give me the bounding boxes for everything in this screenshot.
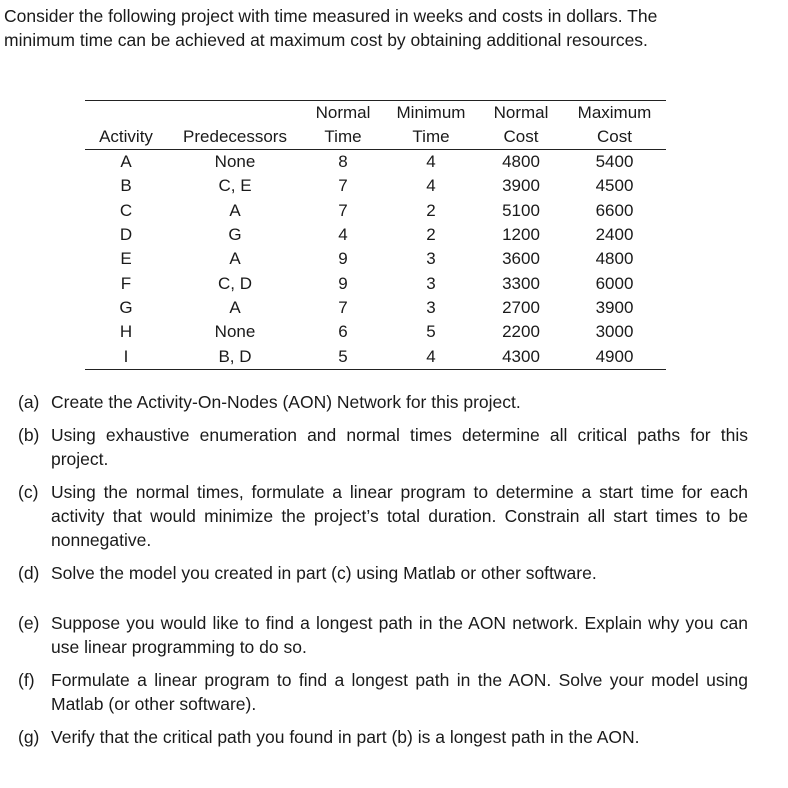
question-label: (f) xyxy=(18,670,35,690)
cell-predecessors: B, D xyxy=(167,344,303,369)
question-c xyxy=(18,480,748,552)
cell-activity: A xyxy=(120,152,132,172)
question-text: Verify that the critical path you found in part (b) is a longest path in the AON. xyxy=(51,727,640,747)
cell-normal-time: 7 xyxy=(338,200,348,220)
cell-maximum-cost: 5400 xyxy=(595,152,634,172)
cell-minimum-time: 2 xyxy=(426,225,436,245)
table-row xyxy=(85,344,666,369)
cell-minimum-time: 4 xyxy=(426,152,436,172)
cell-normal-time: 9 xyxy=(338,273,348,293)
table-row xyxy=(85,271,666,295)
question-label: (c) xyxy=(18,482,39,502)
cell-minimum-time: 5 xyxy=(426,322,436,342)
cell-normal-cost: 2700 xyxy=(502,297,540,317)
question-list xyxy=(18,390,748,758)
header-top-activity xyxy=(85,101,167,126)
cell-activity: B xyxy=(120,176,132,196)
header-normal-cost: Cost xyxy=(479,125,563,150)
cell-activity: D xyxy=(119,225,133,245)
intro-line-1: Consider the following project with time measured in weeks and costs in dollars. The xyxy=(4,6,658,26)
cell-activity: F xyxy=(120,273,132,293)
intro-line-2: minimum time can be achieved at maximum cost by obtaining additional resources. xyxy=(4,30,648,50)
cell-predecessors: C, D xyxy=(218,273,252,293)
cell-activity: E xyxy=(120,249,132,269)
cell-activity: H xyxy=(119,322,133,342)
cell-activity: I xyxy=(85,344,167,369)
activity-table xyxy=(85,100,666,370)
cell-minimum-time: 3 xyxy=(426,273,436,293)
cell-maximum-cost: 4900 xyxy=(563,344,666,369)
cell-predecessors: G xyxy=(228,225,242,245)
header-top-predecessors xyxy=(167,101,303,126)
question-text: Using exhaustive enumeration and normal times determine all critical paths for this project. xyxy=(51,425,748,469)
cell-normal-time: 5 xyxy=(303,344,383,369)
table-row xyxy=(85,223,666,247)
question-label: (g) xyxy=(18,727,40,747)
cell-normal-time: 9 xyxy=(338,249,348,269)
cell-predecessors: C, E xyxy=(218,176,252,196)
table-row xyxy=(85,199,666,223)
cell-maximum-cost: 4500 xyxy=(595,176,634,196)
question-label: (a) xyxy=(18,392,40,412)
cell-predecessors: A xyxy=(229,200,241,220)
question-label: (b) xyxy=(18,425,40,445)
cell-predecessors: A xyxy=(229,249,241,269)
project-table xyxy=(85,100,666,370)
cell-normal-cost: 3600 xyxy=(502,249,540,269)
question-label: (e) xyxy=(18,613,40,633)
header-top-normal-time: Normal xyxy=(303,101,383,126)
table-row xyxy=(85,150,666,175)
cell-normal-time: 7 xyxy=(338,176,348,196)
table-row xyxy=(85,296,666,320)
table-row xyxy=(85,174,666,198)
header-top-maximum-cost: Maximum xyxy=(563,101,666,126)
cell-maximum-cost: 4800 xyxy=(595,249,634,269)
question-text: Formulate a linear program to find a longest path in the AON. Solve your model using Matlab (or other software). xyxy=(51,670,748,714)
header-top-minimum-time: Minimum xyxy=(383,101,479,126)
header-row-top xyxy=(85,101,666,126)
cell-normal-cost: 4300 xyxy=(479,344,563,369)
cell-normal-time: 4 xyxy=(338,225,348,245)
intro-paragraph xyxy=(4,4,764,52)
cell-minimum-time: 3 xyxy=(426,249,436,269)
cell-maximum-cost: 2400 xyxy=(595,225,634,245)
cell-minimum-time: 4 xyxy=(383,344,479,369)
question-text: Create the Activity-On-Nodes (AON) Network for this project. xyxy=(51,392,521,412)
cell-maximum-cost: 6600 xyxy=(595,200,634,220)
question-e xyxy=(18,611,748,659)
cell-predecessors: None xyxy=(214,152,256,172)
cell-activity: G xyxy=(119,297,133,317)
cell-normal-time: 7 xyxy=(338,297,348,317)
header-predecessors: Predecessors xyxy=(167,125,303,150)
question-text: Solve the model you created in part (c) using Matlab or other software. xyxy=(51,563,597,583)
cell-normal-cost: 3900 xyxy=(502,176,540,196)
cell-normal-time: 8 xyxy=(338,152,348,172)
header-activity: Activity xyxy=(85,125,167,150)
cell-activity: C xyxy=(119,200,133,220)
cell-normal-cost: 3300 xyxy=(502,273,540,293)
question-f xyxy=(18,668,748,716)
cell-minimum-time: 3 xyxy=(426,297,436,317)
cell-minimum-time: 2 xyxy=(426,200,436,220)
question-d xyxy=(18,561,748,585)
cell-maximum-cost: 3000 xyxy=(595,322,634,342)
question-b xyxy=(18,423,748,471)
header-top-normal-cost: Normal xyxy=(479,101,563,126)
question-text: Suppose you would like to find a longest path in the AON network. Explain why you can use linear programming to do so. xyxy=(51,613,748,657)
header-normal-time: Time xyxy=(303,125,383,150)
cell-normal-cost: 5100 xyxy=(502,200,540,220)
question-text: Using the normal times, formulate a linear program to determine a start time for each activity that would minimize the project’s total duration. Constrain all start times to be nonnegative. xyxy=(51,482,748,550)
cell-predecessors: None xyxy=(214,322,256,342)
cell-normal-cost: 2200 xyxy=(502,322,540,342)
question-a xyxy=(18,390,748,414)
question-label: (d) xyxy=(18,563,40,583)
cell-maximum-cost: 6000 xyxy=(595,273,634,293)
header-row-bottom xyxy=(85,125,666,150)
cell-normal-cost: 4800 xyxy=(502,152,540,172)
table-row xyxy=(85,247,666,271)
header-maximum-cost: Cost xyxy=(563,125,666,150)
header-minimum-time: Time xyxy=(383,125,479,150)
cell-normal-time: 6 xyxy=(338,322,348,342)
cell-predecessors: A xyxy=(229,297,241,317)
cell-maximum-cost: 3900 xyxy=(595,297,634,317)
question-g xyxy=(18,725,748,749)
cell-normal-cost: 1200 xyxy=(502,225,540,245)
table-row xyxy=(85,320,666,344)
cell-minimum-time: 4 xyxy=(426,176,436,196)
